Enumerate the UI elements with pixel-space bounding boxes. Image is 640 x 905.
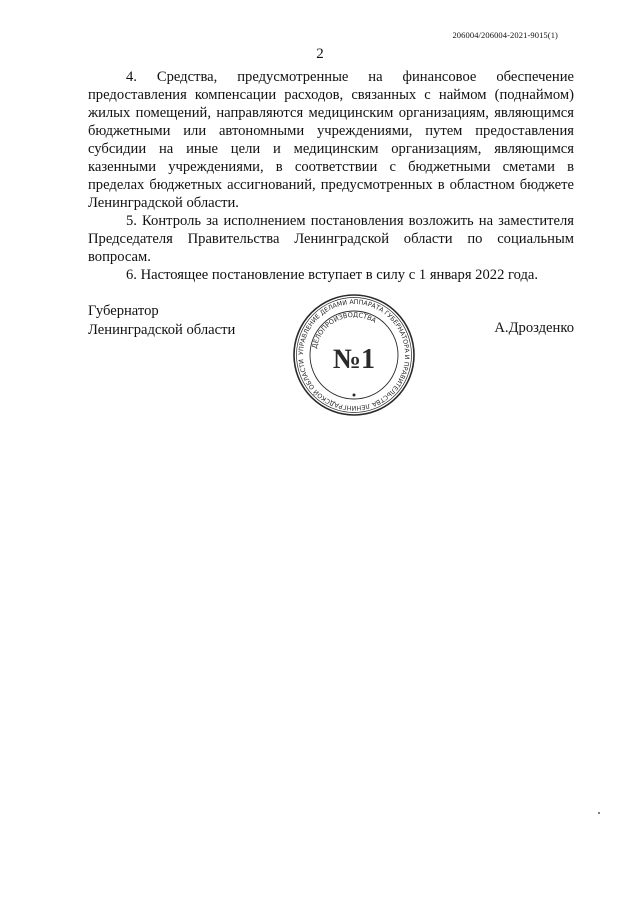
signer-name: А.Дрозденко <box>494 320 574 336</box>
document-body <box>88 68 574 284</box>
paragraph-5: 5. Контроль за исполнением постановления возложить на заместителя Председателя Правительства Ленинградской области по социальным вопросам. <box>88 213 574 265</box>
seal-outer-text: УПРАВЛЕНИЕ ДЕЛАМИ АППАРАТА ГУБЕРНАТОРА И ПРАВИТЕЛЬСТВА ЛЕНИНГРАДСКОЙ ОБЛАСТИ <box>297 298 411 412</box>
official-seal <box>292 293 416 417</box>
paragraph-4: 4. Средства, предусмотренные на финансовое обеспечение предоставления компенсации расходов, связанных с наймом (поднаймом) жилых помещений, направляются медицинским организациям, являющимся бюджетными или автономными учреждениями, путем предоставления субсидии на иные цели и медицинским организациям, являющимся казенными учреждениями, в соответствии с бюджетными сметами в пределах бюджетных ассигнований, предусмотренных в областном бюджете Ленинградской области. <box>88 69 574 211</box>
paragraph-6: 6. Настоящее постановление вступает в силу с 1 января 2022 года. <box>126 267 539 283</box>
signer-title-line2: Ленинградской области <box>88 322 236 338</box>
scan-mark <box>598 812 600 814</box>
seal-number: №1 <box>332 344 376 375</box>
page-number: 2 <box>316 46 324 62</box>
signer-title <box>88 302 235 340</box>
document-id: 206004/206004-2021-9015(1) <box>452 30 558 40</box>
seal-inner-text: ДЕЛОПРОИЗВОДСТВА <box>310 310 378 350</box>
signer-title-line1: Губернатор <box>88 303 159 319</box>
seal-dot <box>353 394 356 397</box>
